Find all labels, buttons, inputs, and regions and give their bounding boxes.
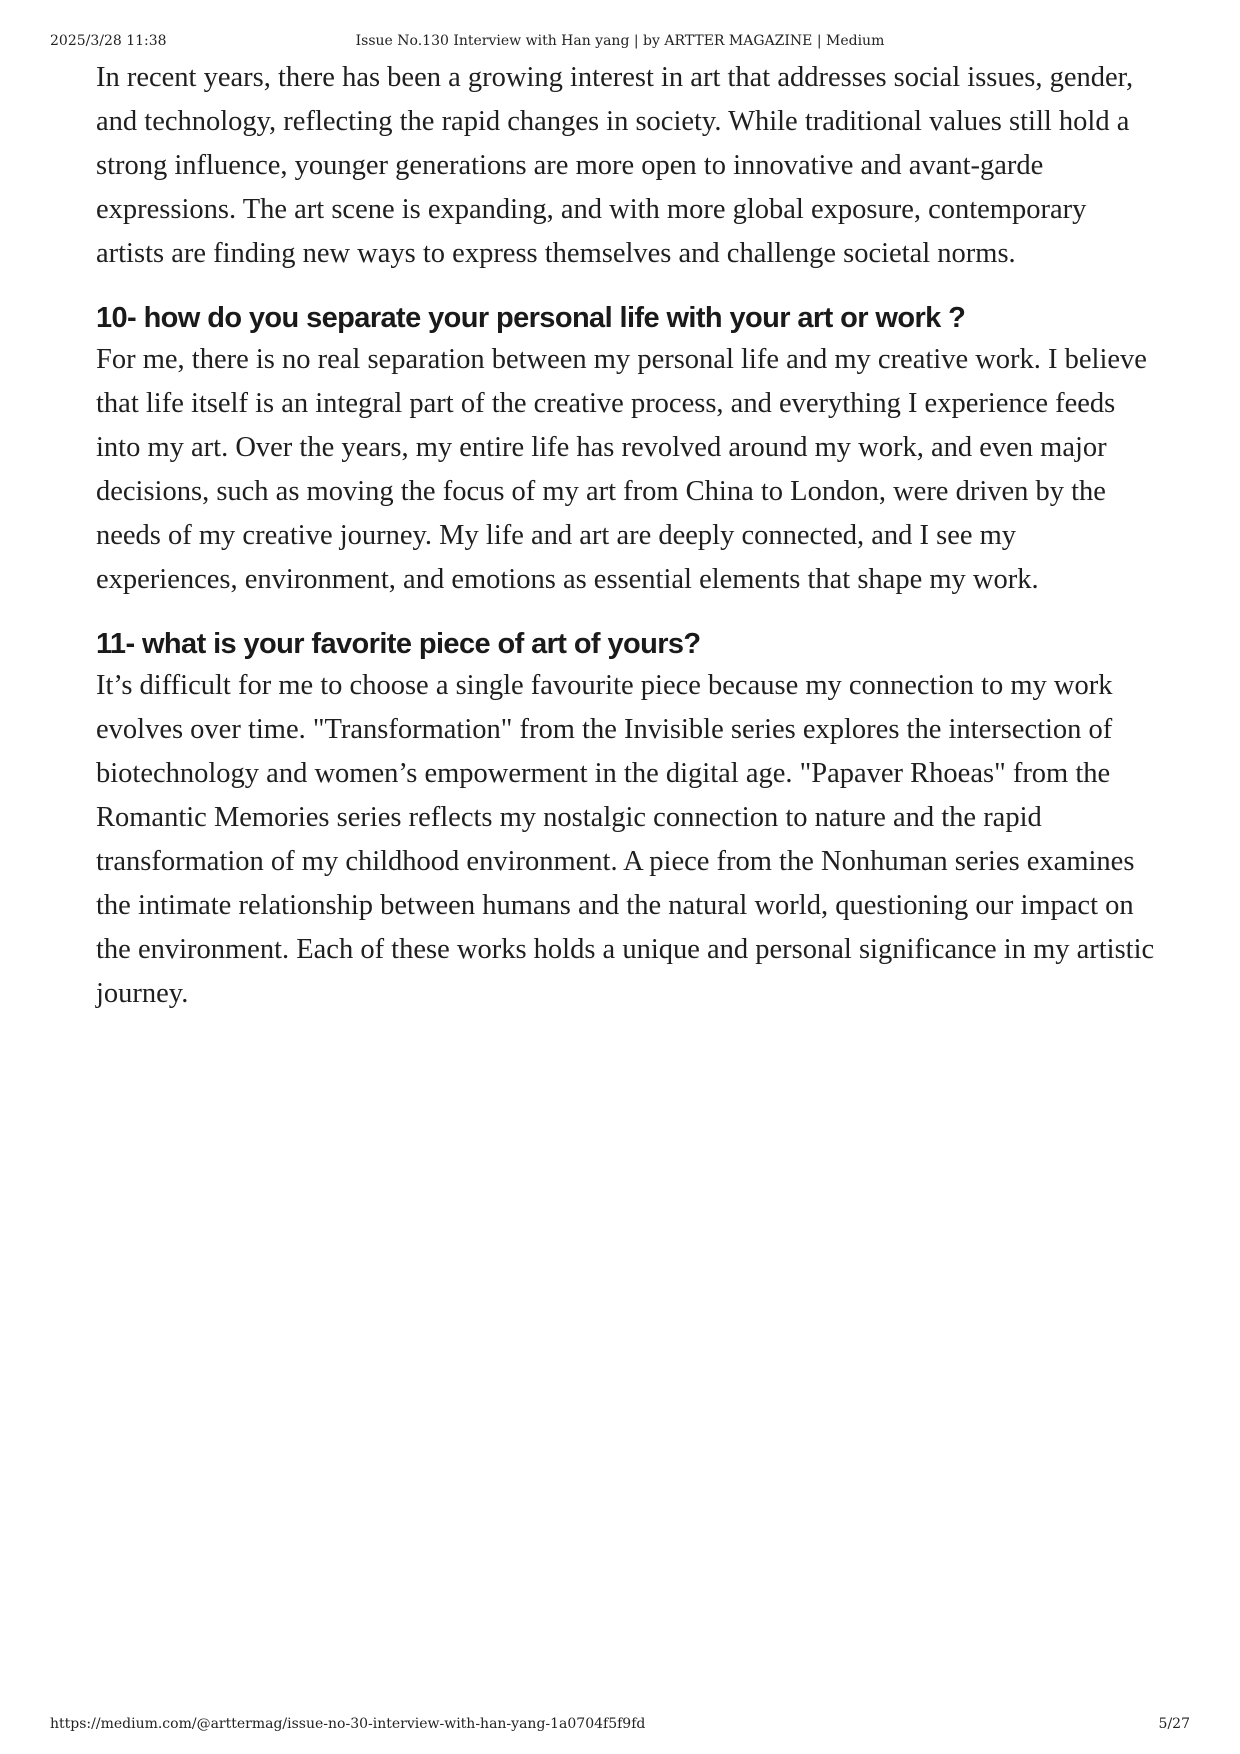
intro-paragraph: In recent years, there has been a growing interest in art that addresses social issues, gender, and technology, reflecting the rapid changes in society. While traditional values still hold a strong influence, younger generations are more open to innovative and avant-garde expressions. The art scene is expanding, and with more global exposure, contemporary artists are finding new ways to express themselves and challenge societal norms. (96, 62, 1134, 269)
question-10-heading: 10- how do you separate your personal life with your art or work ? (96, 302, 966, 334)
print-header (50, 33, 1190, 53)
question-10-answer: For me, there is no real separation between my personal life and my creative work. I believe that life itself is an integral part of the creative process, and everything I experience feeds into my art. Over the years, my entire life has revolved around my work, and even major decisions, such as moving the focus of my art from China to London, were driven by the needs of my creative journey. My life and art are deeply connected, and I see my experiences, environment, and emotions as essential elements that shape my work. (96, 344, 1147, 595)
page-url: https://medium.com/@arttermag/issue-no-30-interview-with-han-yang-1a0704f5f9fd (50, 1716, 646, 1732)
print-footer (50, 1716, 1190, 1736)
question-11-answer: It’s difficult for me to choose a single favourite piece because my connection to my work evolves over time. "Transformation" from the Invisible series explores the intersection of biotechnology and women’s empowerment in the digital age. "Papaver Rhoeas" from the Romantic Memories series reflects my nostalgic connection to nature and the rapid transformation of my childhood environment. A piece from the Nonhuman series examines the intimate relationship between humans and the natural world, questioning our impact on the environment. Each of these works holds a unique and personal significance in my artistic journey. (96, 670, 1155, 1009)
page-number: 5/27 (1158, 1716, 1190, 1732)
question-11-heading: 11- what is your favorite piece of art of yours? (96, 628, 701, 660)
print-timestamp: 2025/3/28 11:38 (50, 33, 167, 49)
article-body (96, 56, 1156, 1016)
print-page-title: Issue No.130 Interview with Han yang | by ARTTER MAGAZINE | Medium (355, 33, 885, 49)
